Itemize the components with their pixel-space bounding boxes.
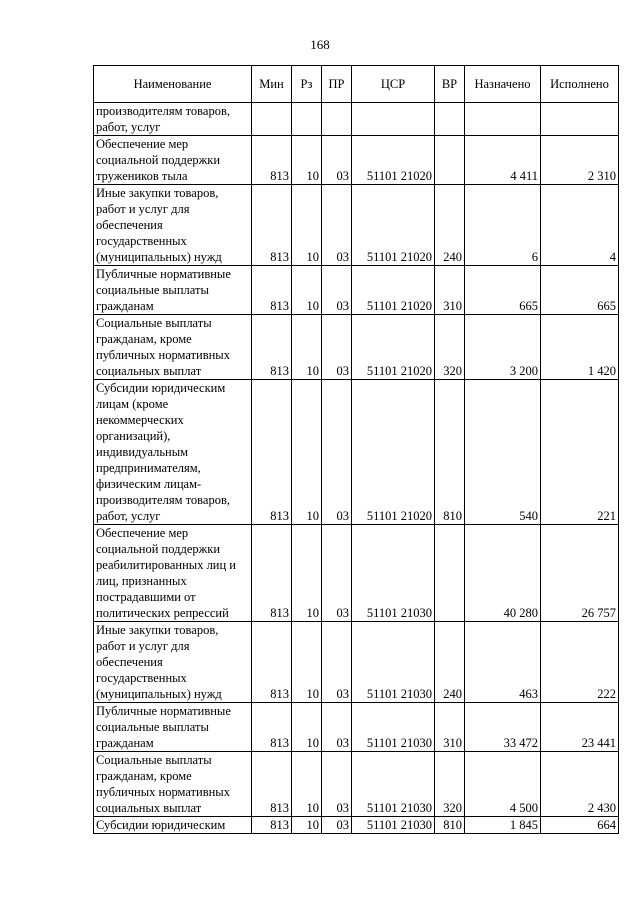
cell-rz: 10 xyxy=(292,315,322,380)
cell-vr: 240 xyxy=(435,185,465,266)
cell-executed: 4 xyxy=(541,185,619,266)
header-name: Наименование xyxy=(94,66,252,103)
cell-name: Публичные нормативные социальные выплаты гражданам xyxy=(94,703,252,752)
header-min: Мин xyxy=(252,66,292,103)
cell-name: Обеспечение мер социальной поддержки тружеников тыла xyxy=(94,136,252,185)
cell-min: 813 xyxy=(252,622,292,703)
cell-min: 813 xyxy=(252,525,292,622)
cell-csr: 51101 21020 xyxy=(352,380,435,525)
cell-vr xyxy=(435,525,465,622)
cell-assigned: 540 xyxy=(465,380,541,525)
table-row xyxy=(94,136,619,185)
cell-vr: 310 xyxy=(435,703,465,752)
cell-executed: 222 xyxy=(541,622,619,703)
cell-executed: 221 xyxy=(541,380,619,525)
cell-rz: 10 xyxy=(292,622,322,703)
cell-pr: 03 xyxy=(322,266,352,315)
cell-rz: 10 xyxy=(292,266,322,315)
cell-assigned: 33 472 xyxy=(465,703,541,752)
cell-min: 813 xyxy=(252,752,292,817)
cell-vr xyxy=(435,136,465,185)
cell-rz: 10 xyxy=(292,817,322,834)
table-header-row xyxy=(94,66,619,103)
cell-assigned: 665 xyxy=(465,266,541,315)
table-row xyxy=(94,266,619,315)
cell-pr: 03 xyxy=(322,622,352,703)
cell-vr: 310 xyxy=(435,266,465,315)
cell-executed: 23 441 xyxy=(541,703,619,752)
header-pr: ПР xyxy=(322,66,352,103)
cell-rz: 10 xyxy=(292,525,322,622)
cell-assigned: 463 xyxy=(465,622,541,703)
cell-rz: 10 xyxy=(292,703,322,752)
page-number: 168 xyxy=(310,37,330,52)
cell-csr: 51101 21020 xyxy=(352,185,435,266)
cell-min: 813 xyxy=(252,703,292,752)
cell-executed xyxy=(541,103,619,136)
cell-name: производителям товаров, работ, услуг xyxy=(94,103,252,136)
cell-pr: 03 xyxy=(322,380,352,525)
cell-rz: 10 xyxy=(292,185,322,266)
cell-csr: 51101 21030 xyxy=(352,752,435,817)
header-csr: ЦСР xyxy=(352,66,435,103)
cell-csr: 51101 21030 xyxy=(352,622,435,703)
cell-min: 813 xyxy=(252,817,292,834)
cell-pr: 03 xyxy=(322,185,352,266)
cell-executed: 664 xyxy=(541,817,619,834)
cell-executed: 665 xyxy=(541,266,619,315)
cell-pr: 03 xyxy=(322,817,352,834)
table-row xyxy=(94,185,619,266)
cell-csr: 51101 21020 xyxy=(352,136,435,185)
cell-vr xyxy=(435,103,465,136)
cell-csr: 51101 21030 xyxy=(352,525,435,622)
cell-assigned xyxy=(465,103,541,136)
header-vr: ВР xyxy=(435,66,465,103)
cell-assigned: 4 500 xyxy=(465,752,541,817)
cell-min: 813 xyxy=(252,266,292,315)
header-assigned: Назначено xyxy=(465,66,541,103)
cell-assigned: 40 280 xyxy=(465,525,541,622)
cell-rz: 10 xyxy=(292,136,322,185)
cell-assigned: 4 411 xyxy=(465,136,541,185)
cell-vr: 810 xyxy=(435,380,465,525)
cell-name: Субсидии юридическим xyxy=(94,817,252,834)
cell-pr: 03 xyxy=(322,703,352,752)
header-rz: Рз xyxy=(292,66,322,103)
cell-rz: 10 xyxy=(292,752,322,817)
cell-name: Социальные выплаты гражданам, кроме публичных нормативных социальных выплат xyxy=(94,315,252,380)
cell-csr: 51101 21020 xyxy=(352,266,435,315)
cell-rz xyxy=(292,103,322,136)
cell-vr: 810 xyxy=(435,817,465,834)
table-row xyxy=(94,622,619,703)
cell-pr: 03 xyxy=(322,315,352,380)
table-row xyxy=(94,525,619,622)
cell-name: Иные закупки товаров, работ и услуг для обеспечения государственных (муниципальных) нужд xyxy=(94,185,252,266)
header-executed: Исполнено xyxy=(541,66,619,103)
cell-name: Иные закупки товаров, работ и услуг для обеспечения государственных (муниципальных) нужд xyxy=(94,622,252,703)
cell-executed: 2 310 xyxy=(541,136,619,185)
table-row xyxy=(94,315,619,380)
cell-csr xyxy=(352,103,435,136)
cell-min: 813 xyxy=(252,185,292,266)
table-row xyxy=(94,703,619,752)
cell-name: Субсидии юридическим лицам (кроме некоммерческих организаций), индивидуальным предпринимателям, физическим лицам-производителям товаров, работ, услуг xyxy=(94,380,252,525)
budget-table xyxy=(93,65,619,834)
cell-name: Обеспечение мер социальной поддержки реабилитированных лиц и лиц, признанных пострадавшими от политических репрессий xyxy=(94,525,252,622)
cell-pr: 03 xyxy=(322,752,352,817)
cell-assigned: 6 xyxy=(465,185,541,266)
table-row xyxy=(94,103,619,136)
cell-pr xyxy=(322,103,352,136)
cell-name: Социальные выплаты гражданам, кроме публичных нормативных социальных выплат xyxy=(94,752,252,817)
table-row xyxy=(94,752,619,817)
cell-rz: 10 xyxy=(292,380,322,525)
cell-vr: 240 xyxy=(435,622,465,703)
cell-executed: 26 757 xyxy=(541,525,619,622)
cell-min xyxy=(252,103,292,136)
table-row xyxy=(94,817,619,834)
cell-csr: 51101 21030 xyxy=(352,703,435,752)
table-row xyxy=(94,380,619,525)
cell-vr: 320 xyxy=(435,315,465,380)
cell-min: 813 xyxy=(252,136,292,185)
cell-min: 813 xyxy=(252,380,292,525)
cell-csr: 51101 21030 xyxy=(352,817,435,834)
cell-pr: 03 xyxy=(322,136,352,185)
cell-pr: 03 xyxy=(322,525,352,622)
cell-assigned: 1 845 xyxy=(465,817,541,834)
cell-min: 813 xyxy=(252,315,292,380)
cell-vr: 320 xyxy=(435,752,465,817)
cell-executed: 1 420 xyxy=(541,315,619,380)
cell-csr: 51101 21020 xyxy=(352,315,435,380)
cell-executed: 2 430 xyxy=(541,752,619,817)
cell-assigned: 3 200 xyxy=(465,315,541,380)
cell-name: Публичные нормативные социальные выплаты гражданам xyxy=(94,266,252,315)
